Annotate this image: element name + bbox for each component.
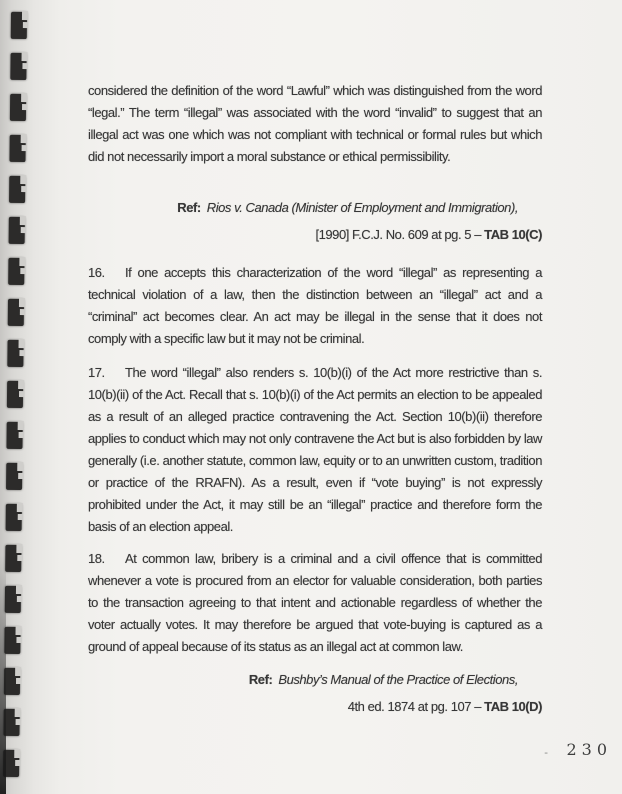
binding-tooth: [9, 135, 25, 162]
binding-tooth: [5, 545, 21, 572]
ref-line: [88, 693, 542, 720]
paragraph-text: If one accepts this characterization of the word “illegal” as representing a technical violation of a law, then the distinction between an “illegal” act and a “criminal” act becomes clear. An act may be illegal in the sense that it does not comply with a specific law but it may not be criminal.: [88, 265, 542, 346]
ref-tab-label: TAB 10(C): [484, 227, 542, 242]
ref-label: Ref:: [248, 672, 273, 687]
paragraph-text: The word “illegal” also renders s. 10(b)(i) of the Act more restrictive than s. 10(b)(ii) of the Act. Recall that s. 10(b)(i) of the Act permits an election to be appealed as a result of an alleged practice contravening the Act. Section 10(b)(ii) therefore applies to conduct which may not only contravene the Act but is also forbidden by law generally (i.e. another statute, common law, equity or to an unwritten custom, tradition or practice of the RRAFN). As a result, even if “vote buying” is not expressly prohibited under the Act, it may still be an “illegal” practice and therefore form the basis of an election appeal.: [88, 365, 542, 534]
binding-tooth: [5, 586, 21, 613]
binding-tooth: [8, 299, 24, 326]
ref-line: [88, 221, 542, 248]
page-number: 230: [566, 740, 612, 759]
ref-case-name: Rios v. Canada (Minister of Employment and Immigration),: [206, 200, 518, 215]
binding-tooth: [6, 504, 22, 531]
binding-tooth: [8, 258, 24, 285]
paragraph-18: [88, 548, 542, 658]
binding-tooth: [4, 627, 20, 654]
paragraph-number: 17.: [88, 365, 105, 380]
binding-tooth: [6, 463, 22, 490]
stray-dash-mark: -: [544, 746, 548, 759]
ref-label: Ref:: [177, 200, 201, 215]
ref-line: [88, 194, 542, 221]
intro-paragraph: considered the definition of the word “Lawful” which was distinguished from the word “legal.” The term “illegal” was associated with the word “invalid” to suggest that an illegal act was one which was not compliant with technical or formal rules but which did not necessarily import a moral substance or ethical permissibility.: [88, 83, 542, 164]
binding-tooth: [9, 176, 25, 203]
paragraph-number: 16.: [88, 265, 105, 280]
ref-line: [88, 666, 542, 693]
paragraph-text: At common law, bribery is a criminal and a civil offence that is committed whenever a vote is procured from an elector for valuable consideration, both parties to the transaction agreeing to that intent and actionable regardless of whether the voter actually votes. It may therefore be argued that vote-buying is captured as a ground of appeal because of its status as an illegal act at common law.: [88, 551, 542, 654]
ref-detail: 4th ed. 1874 at pg. 107 –: [347, 699, 485, 714]
ref-case-name: Bushby’s Manual of the Practice of Elections,: [278, 672, 518, 687]
paragraph-17: [88, 362, 542, 538]
comb-binding: [2, 0, 34, 794]
binding-tooth: [6, 422, 22, 449]
binding-tooth: [9, 217, 25, 244]
binding-tooth: [7, 381, 23, 408]
binding-tooth: [10, 94, 26, 121]
page-edge-shadow: [0, 555, 6, 794]
reference-citation-bushby: [88, 666, 542, 720]
paragraph-16: [88, 262, 542, 350]
binding-tooth: [10, 53, 26, 80]
binding-tooth: [4, 668, 20, 695]
reference-citation-rios: [88, 194, 542, 248]
document-body: [88, 80, 542, 720]
binding-tooth: [7, 340, 23, 367]
ref-tab-label: TAB 10(D): [484, 699, 542, 714]
ref-detail: [1990] F.C.J. No. 609 at pg. 5 –: [315, 227, 485, 242]
binding-tooth: [11, 12, 27, 39]
paragraph-number: 18.: [88, 551, 105, 566]
